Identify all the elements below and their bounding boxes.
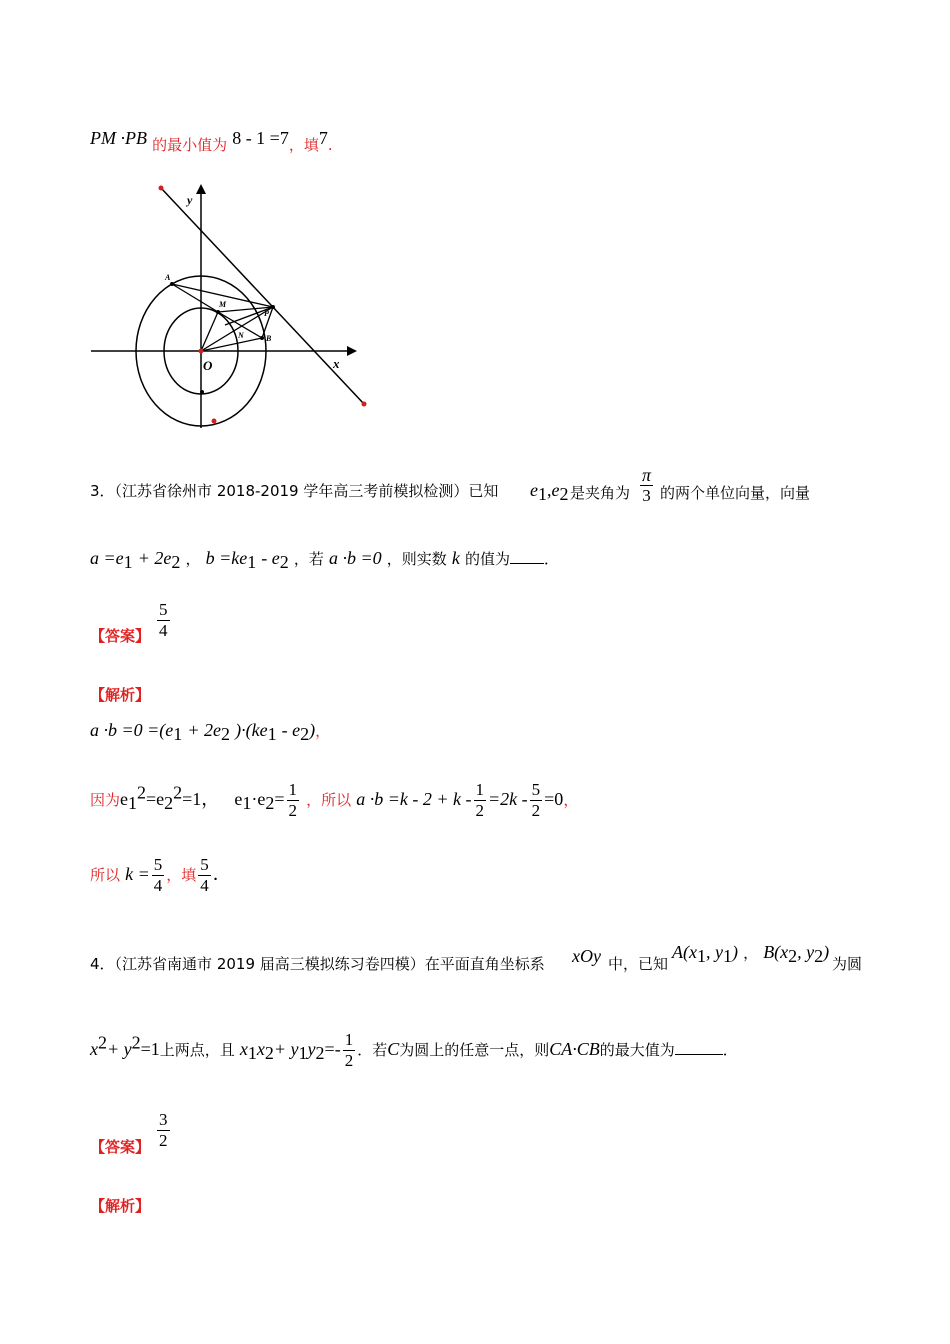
- q4-source: （江苏省南通市 2019 届高三模拟练习卷四模）在平面直角坐标系: [114, 955, 545, 973]
- q4-line1: [90, 953, 545, 974]
- x-arrow-icon: [347, 346, 357, 356]
- q4-analysis-tag: 【解析】: [90, 1197, 151, 1215]
- label-M: M: [219, 300, 227, 309]
- top-end: .: [327, 136, 333, 154]
- geometry-figure: [85, 180, 375, 435]
- q3-solution-line1: $a \cdot b =0 =(e_1 + 2e_2$ )$\cdot(ke_1 - e_2)$，: [90, 720, 331, 745]
- top-value: 7: [318, 128, 328, 148]
- q4-text2: 为圆: [832, 955, 863, 973]
- q3-line2: $a =e_1 + 2e_2$ ， $b =ke_1 - e_2$ ，若 a ·b =0 ，则实数 k 的值为 ．: [90, 548, 559, 573]
- q3-solution-line2: 因为$e_1^2=e_2^2=1$， $e_1\cdot e_2=$ $\frac{1}{2}$ ，所以 a ·b =k - 2 + k - $\frac{1}{2}$ =2k - $\frac{5}{2}$ =0，: [90, 780, 579, 820]
- q3-line1: [90, 480, 498, 501]
- label-P: P: [264, 309, 269, 318]
- label-x: x: [333, 356, 340, 371]
- q4-answer-blank: [675, 1054, 723, 1055]
- q3-text1: 是夹角为: [570, 484, 631, 502]
- q3-answer-tag: 【答案】: [90, 627, 151, 645]
- q4-points: $A(x_1$, $y_1$) ， $B(x_2$, $y_2$): [672, 942, 830, 967]
- top-line: [90, 128, 333, 154]
- q4-answer-tag: 【答案】: [90, 1138, 151, 1156]
- q4-text1: 中，已知: [608, 955, 669, 973]
- label-B: B: [266, 334, 272, 343]
- q4-xoy: xOy: [572, 946, 601, 966]
- q3-analysis-tag: 【解析】: [90, 686, 151, 704]
- label-O: O: [203, 358, 213, 373]
- q3-source: （江苏省徐州市 2018-2019 学年高三考前模拟检测）已知: [114, 482, 499, 500]
- top-fill-text: ，填: [288, 136, 319, 154]
- q3-answer-value: $\frac{5}{4}$: [159, 600, 168, 640]
- label-N: N: [238, 331, 244, 340]
- label-y: y: [187, 193, 193, 207]
- q3-vectors-e: $e_1,e_2$: [530, 480, 569, 505]
- vector-expression: PM ·PB: [90, 128, 147, 148]
- q4-number: 4．: [90, 955, 115, 973]
- q3-number: 3．: [90, 482, 115, 500]
- q4-answer-value: $\frac{3}{2}$: [159, 1110, 168, 1150]
- y-arrow-icon: [196, 184, 206, 194]
- q3-angle: $\frac{\pi}{3}$: [642, 465, 652, 505]
- q3-solution-line3: 所以 k = $\frac{5}{4}$ ，填 $\frac{5}{4}$ ．: [90, 855, 231, 895]
- label-A: A: [165, 273, 171, 282]
- q3-answer-blank: [510, 563, 544, 564]
- top-text: 的最小值为: [152, 136, 228, 154]
- q3-text2: 的两个单位向量，向量: [660, 484, 811, 502]
- top-calc: 8 - 1 =7: [232, 128, 289, 148]
- q4-line2: $x^2+ y^2=1$上两点，且 $x_1x_2+ y_1y_2=-$ $\frac{1}{2}$ ．若C为圆上的任意一点，则CA·CB的最大值为 ．: [90, 1030, 738, 1070]
